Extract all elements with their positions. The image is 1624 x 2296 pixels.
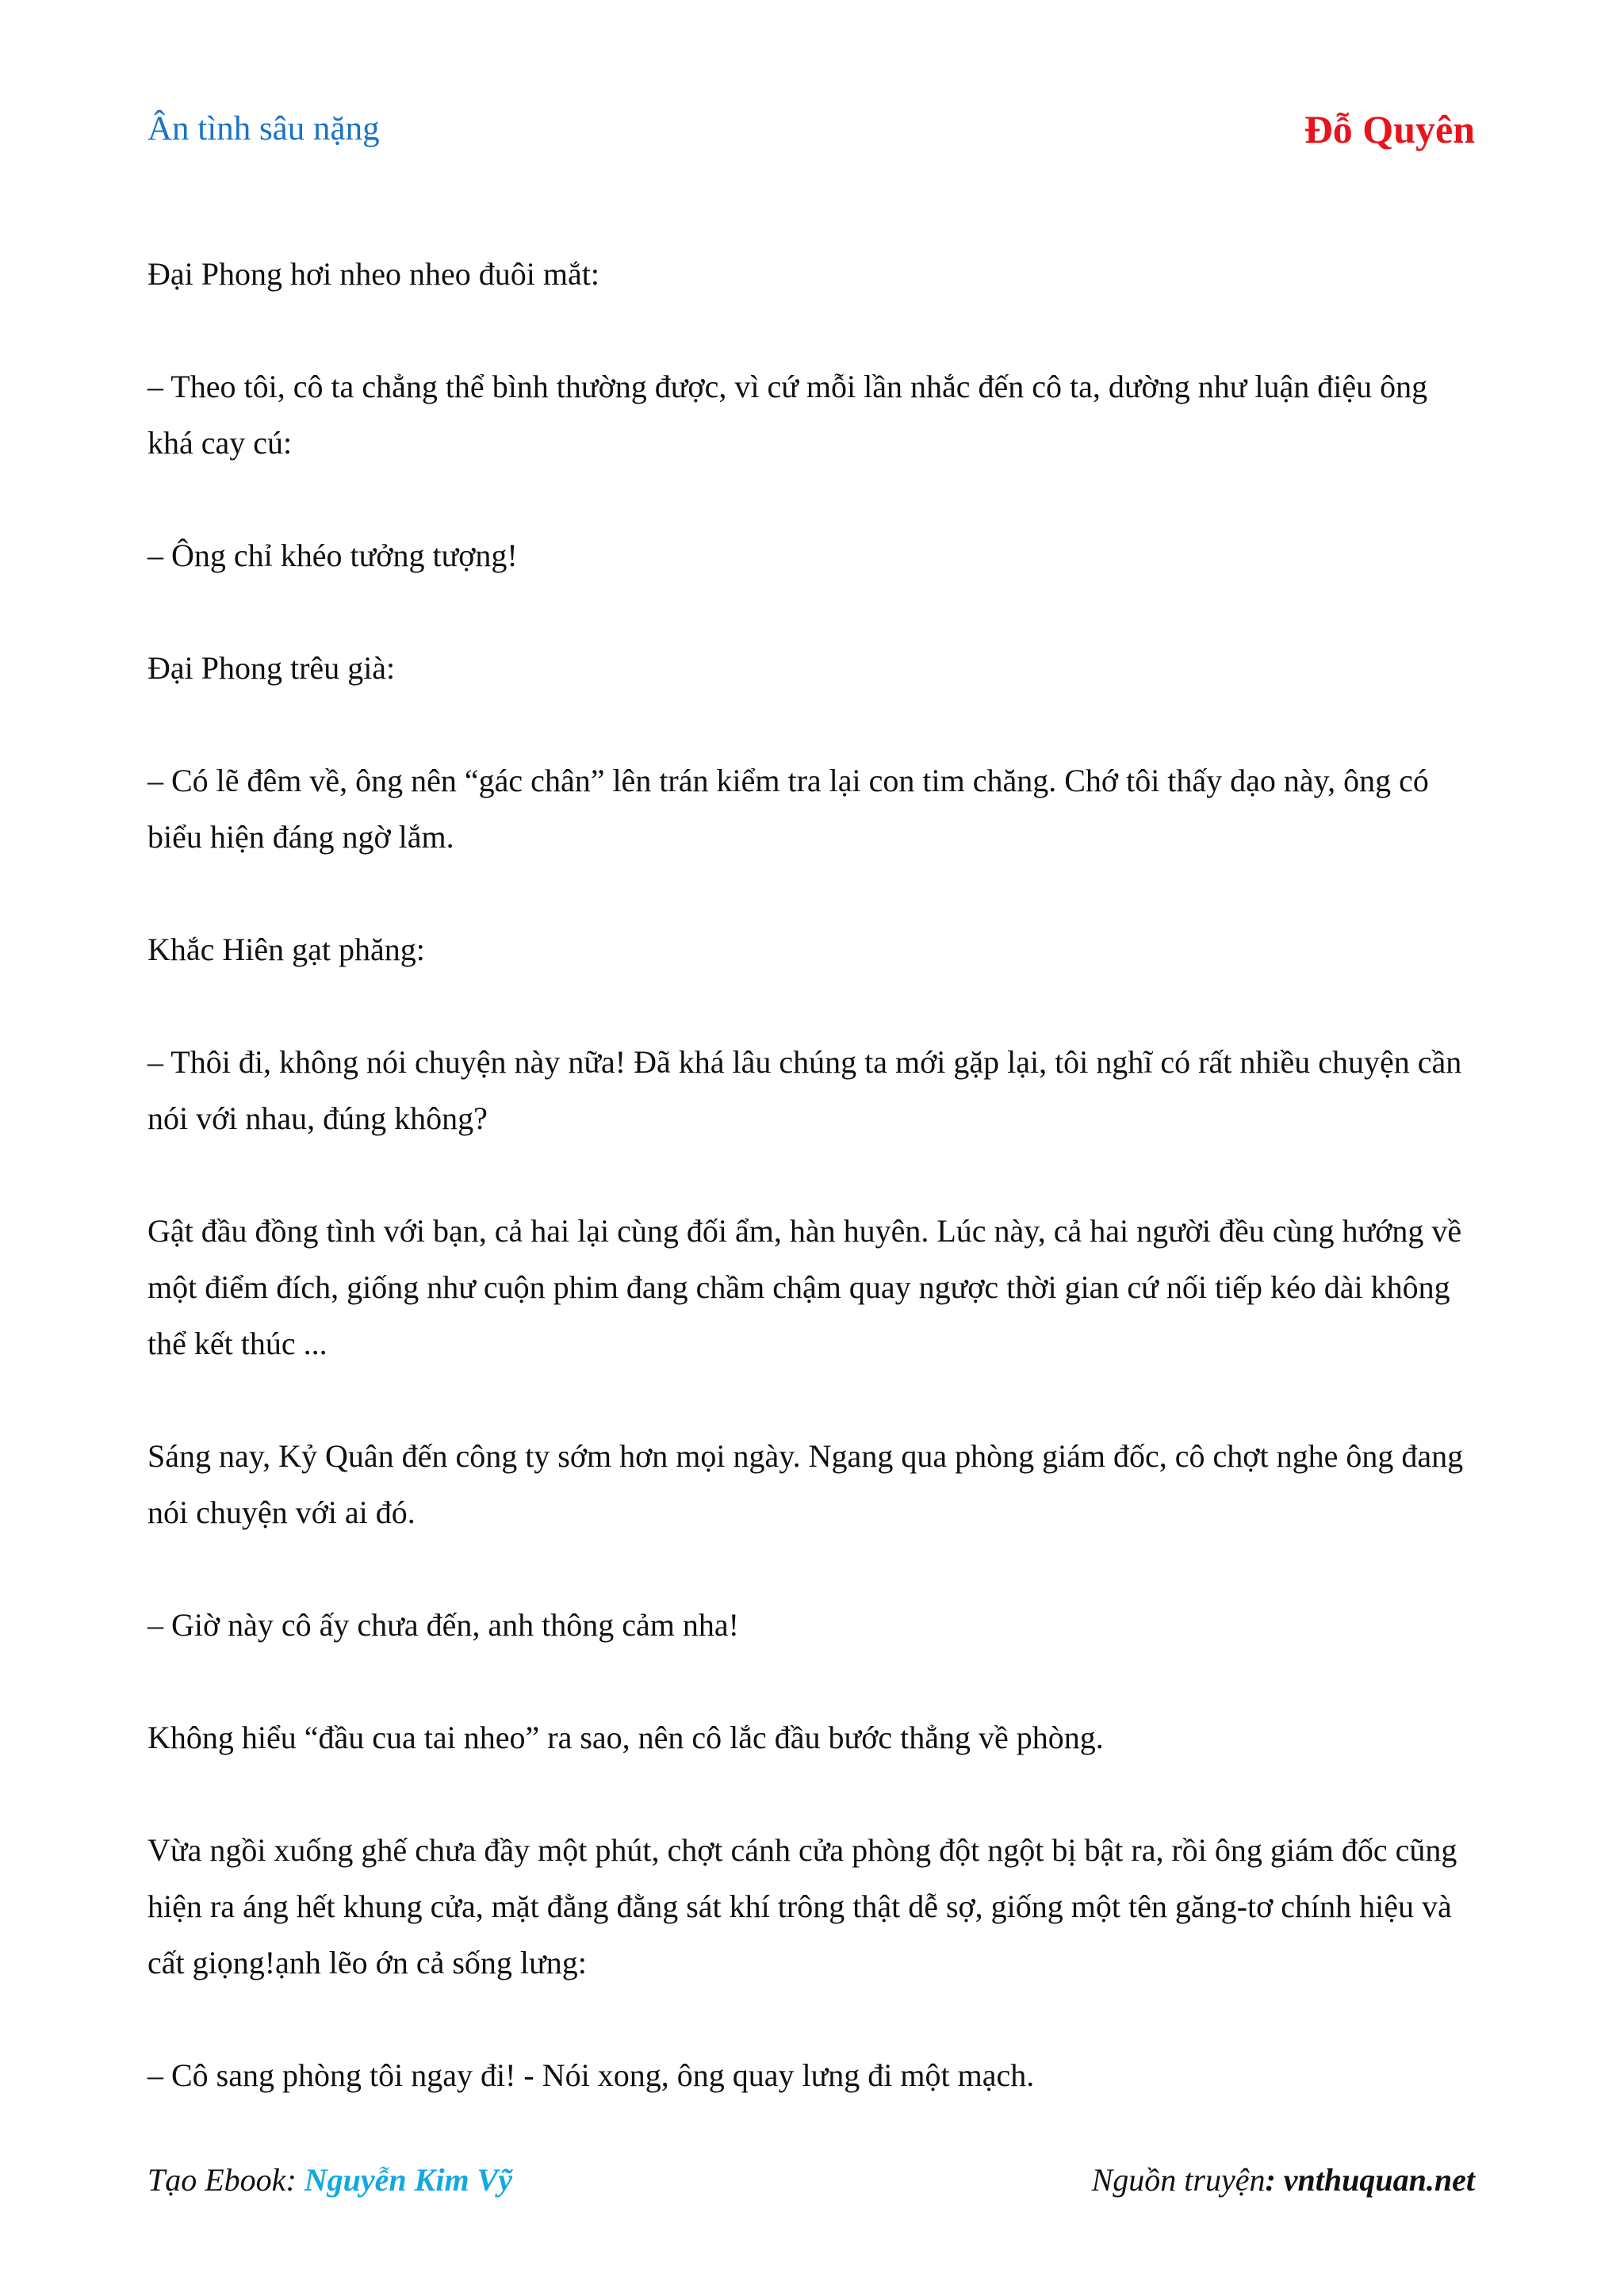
ebook-credit xyxy=(147,2156,512,2204)
paragraph: Không hiểu “đầu cua tai nheo” ra sao, nên cô lắc đầu bước thẳng về phòng. xyxy=(147,1720,1104,1755)
paragraph: Đại Phong hơi nheo nheo đuôi mắt: xyxy=(147,256,599,292)
paragraph: – Giờ này cô ấy chưa đến, anh thông cảm nha! xyxy=(147,1607,739,1643)
paragraph: Gật đầu đồng tình với bạn, cả hai lại cùng đối ẩm, hàn huyên. Lúc này, cả hai người đều cùng hướng về một điểm đích, giống như cuộn phim đang chầm chậm quay ngược thời gian cứ nối tiếp kéo dài không thể kết thúc ... xyxy=(147,1213,1462,1361)
paragraph: – Theo tôi, cô ta chẳng thể bình thường được, vì cứ mỗi lần nhắc đến cô ta, dường như luận điệu ông khá cay cú: xyxy=(147,369,1428,461)
paragraph: – Ông chỉ khéo tưởng tượng! xyxy=(147,538,518,573)
paragraph: – Cô sang phòng tôi ngay đi! - Nói xong, ông quay lưng đi một mạch. xyxy=(147,2057,1035,2093)
page-content xyxy=(147,246,1477,2160)
book-title: Ân tình sâu nặng xyxy=(147,110,380,147)
paragraph: – Có lẽ đêm về, ông nên “gác chân” lên trán kiểm tra lại con tim chăng. Chớ tôi thấy dạo này, ông có biểu hiện đáng ngờ lắm. xyxy=(147,763,1429,855)
paragraph: Vừa ngồi xuống ghế chưa đầy một phút, chợt cánh cửa phòng đột ngột bị bật ra, rồi ông giám đốc cũng hiện ra áng hết khung cửa, mặt đằng đằng sát khí trông thật dễ sợ, giống một tên găng-tơ chính hiệu và cất giọng!ạnh lẽo ớn cả sống lưng: xyxy=(147,1832,1457,1980)
page-footer xyxy=(147,2156,1475,2204)
source-credit xyxy=(1092,2156,1475,2204)
paragraph: Khắc Hiên gạt phăng: xyxy=(147,932,425,967)
ebook-separator: : xyxy=(285,2162,304,2198)
ebook-label: Tạo Ebook xyxy=(147,2162,286,2198)
author-name: Đỗ Quyên xyxy=(1304,107,1475,151)
paragraph: Sáng nay, Kỷ Quân đến công ty sớm hơn mọi ngày. Ngang qua phòng giám đốc, cô chợt nghe ông đang nói chuyện với ai đó. xyxy=(147,1438,1464,1530)
paragraph: – Thôi đi, không nói chuyện này nữa! Đã khá lâu chúng ta mới gặp lại, tôi nghĩ có rất nhiều chuyện cần nói với nhau, đúng không? xyxy=(147,1044,1462,1136)
source-label: Nguồn truyện xyxy=(1091,2162,1266,2198)
paragraph: Đại Phong trêu già: xyxy=(147,650,396,686)
page-header xyxy=(147,101,1475,157)
ebook-creator-name: Nguyễn Kim Vỹ xyxy=(304,2162,512,2198)
source-site-link[interactable]: vnthuquan.net xyxy=(1283,2162,1475,2198)
source-separator: : xyxy=(1265,2162,1284,2198)
